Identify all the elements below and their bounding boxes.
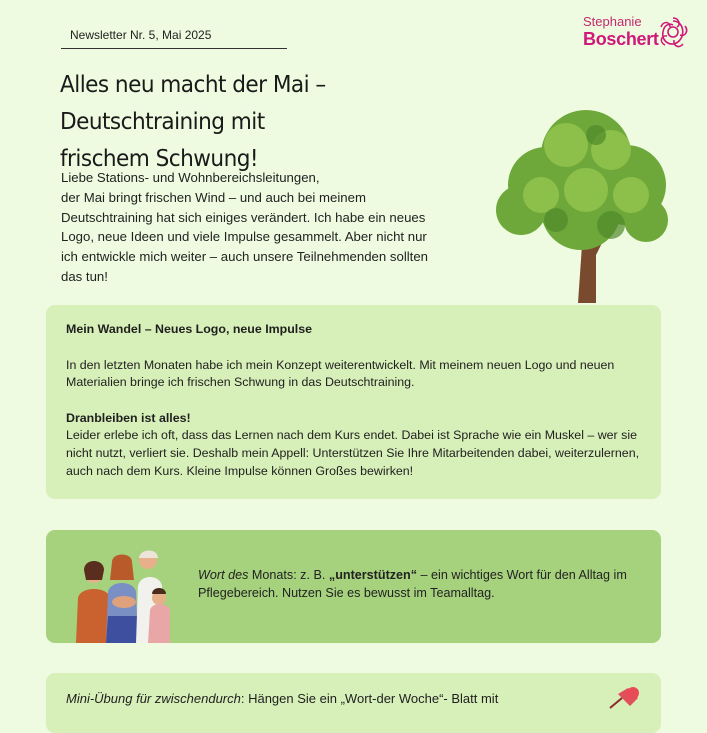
- wort-rest: – ein wichtiges Wort für den Alltag im Pflegebereich. Nutzen Sie es bewusst im Teamalltag.: [198, 568, 627, 600]
- intro-text: [61, 168, 481, 287]
- intro-line: Logo, neue Ideen und viele Impulse gesammelt. Aber nicht nur: [61, 229, 427, 245]
- logo-first-name: Stephanie: [583, 14, 642, 29]
- flower-icon: [653, 12, 693, 54]
- wort-word: „unterstützen“: [328, 568, 418, 582]
- title-line-2: frischem Schwung!: [60, 144, 259, 172]
- family-illustration: [64, 546, 184, 643]
- intro-line: der Mai bringt frischen Wind – und auch bei meinem: [61, 189, 366, 205]
- pin-icon: [606, 684, 646, 710]
- wort-des-monats-text: [198, 566, 643, 602]
- intro-line: ich entwickle mich weiter – auch unsere Teilnehmenden sollten: [61, 249, 429, 265]
- wort-label-italic: Wort des: [198, 568, 249, 582]
- intro-line: Deutschtraining hat sich einiges verändert. Ich habe ein neues: [61, 209, 426, 225]
- card-mini-uebung: [46, 673, 661, 733]
- card-wandel-paragraph-2: Leider erlebe ich oft, dass das Lernen nach dem Kurs endet. Dabei ist Sprache wie ein Muskel – wer sie nicht nutzt, verliert sie. Deshalb mein Appell: Unterstützen Sie Ihre Mitarbeitenden dabei, weiterzulernen, auch nach dem Kurs. Kleine Impulse können Großes bewirken!: [66, 428, 640, 478]
- card-wort-des-monats: [46, 530, 661, 643]
- card-wandel: [46, 305, 661, 499]
- wort-label: Monats: z. B.: [248, 568, 329, 582]
- card-wandel-heading: Mein Wandel – Neues Logo, neue Impulse: [66, 322, 313, 336]
- intro-line: Liebe Stations- und Wohnbereichsleitungen,: [61, 170, 320, 185]
- card-wandel-subheading: Dranbleiben ist alles!: [66, 410, 191, 425]
- brand-logo: [583, 12, 693, 58]
- newsletter-label: Newsletter Nr. 5, Mai 2025: [61, 28, 287, 49]
- card-wandel-paragraph: In den letzten Monaten habe ich mein Konzept weiterentwickelt. Mit meinem neuen Logo und neuen Materialien bringe ich frischen Schwung in das Deutschtraining.: [66, 357, 615, 390]
- uebung-label-italic: Mini-Übung für zwischendurch: [66, 691, 241, 706]
- page-title: [60, 66, 492, 177]
- logo-last-name: Boschert: [583, 29, 659, 49]
- title-line-1: Alles neu macht der Mai – Deutschtraining mit: [60, 70, 326, 135]
- uebung-text: : Hängen Sie ein „Wort-der Woche“- Blatt mit: [240, 691, 499, 706]
- tree-illustration: [486, 95, 676, 305]
- intro-line: das tun!: [61, 268, 108, 284]
